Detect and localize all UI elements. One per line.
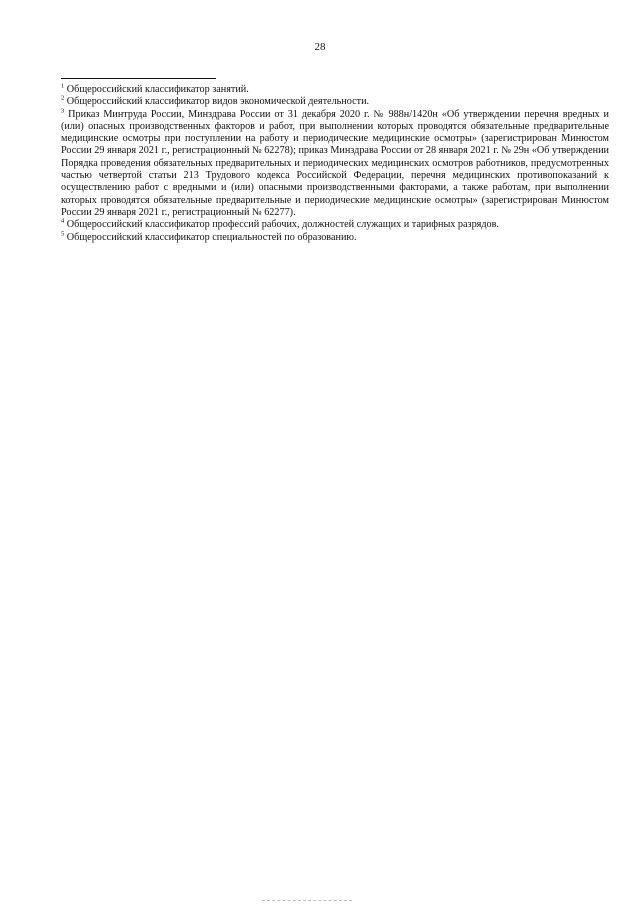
footnote-marker: 5	[61, 230, 65, 238]
footnote-text: Общероссийский классификатор профессий рабочих, должностей служащих и тарифных разрядов.	[66, 219, 499, 231]
footnote-marker: 4	[61, 217, 65, 225]
footnote-4	[61, 219, 609, 231]
page-number: 28	[314, 41, 326, 53]
footnote-text: Общероссийский классификатор видов экономической деятельности.	[66, 96, 370, 108]
footnote-marker: 1	[61, 82, 65, 90]
footnotes-section	[61, 84, 609, 244]
footnote-5	[61, 232, 609, 244]
footnote-marker: 3	[61, 107, 65, 115]
footnote-3	[61, 109, 609, 220]
footnote-text: Общероссийский классификатор специальностей по образованию.	[66, 231, 357, 243]
footnote-marker: 2	[61, 94, 65, 102]
footnote-text: Общероссийский классификатор занятий.	[66, 84, 249, 95]
scan-artifact	[262, 900, 352, 903]
footnote-text: Приказ Минтруда России, Минздрава России от 31 декабря 2020 г. № 988н/1420н «Об утверждении перечня вредных и (или) опасных производственных факторов и работ, при выполнении которых проводятся обязательные предварительные медицинские осмотры при поступлении на работу и периодические медицинские осмотры» (зарегистрирован Минюстом России 29 января 2021 г., регистрационный № 62278); приказ Минздрава России от 28 января 2021 г. № 29н «Об утверждении Порядка проведения обязательных предварительных и периодических медицинских осмотров работников, предусмотренных частью четвертой статьи 213 Трудового кодекса Российской Федерации, перечня медицинских противопоказаний к осуществлению работ с вредными и (или) опасными производственными факторами, а также работам, при выполнении которых проводятся обязательные предварительные и периодические медицинские осмотры» (зарегистрирован Минюстом России 29 января 2021 г., регистрационный № 62277).	[61, 108, 610, 218]
footnote-1	[61, 84, 609, 96]
footnote-separator	[61, 78, 216, 79]
footnote-2	[61, 96, 609, 108]
